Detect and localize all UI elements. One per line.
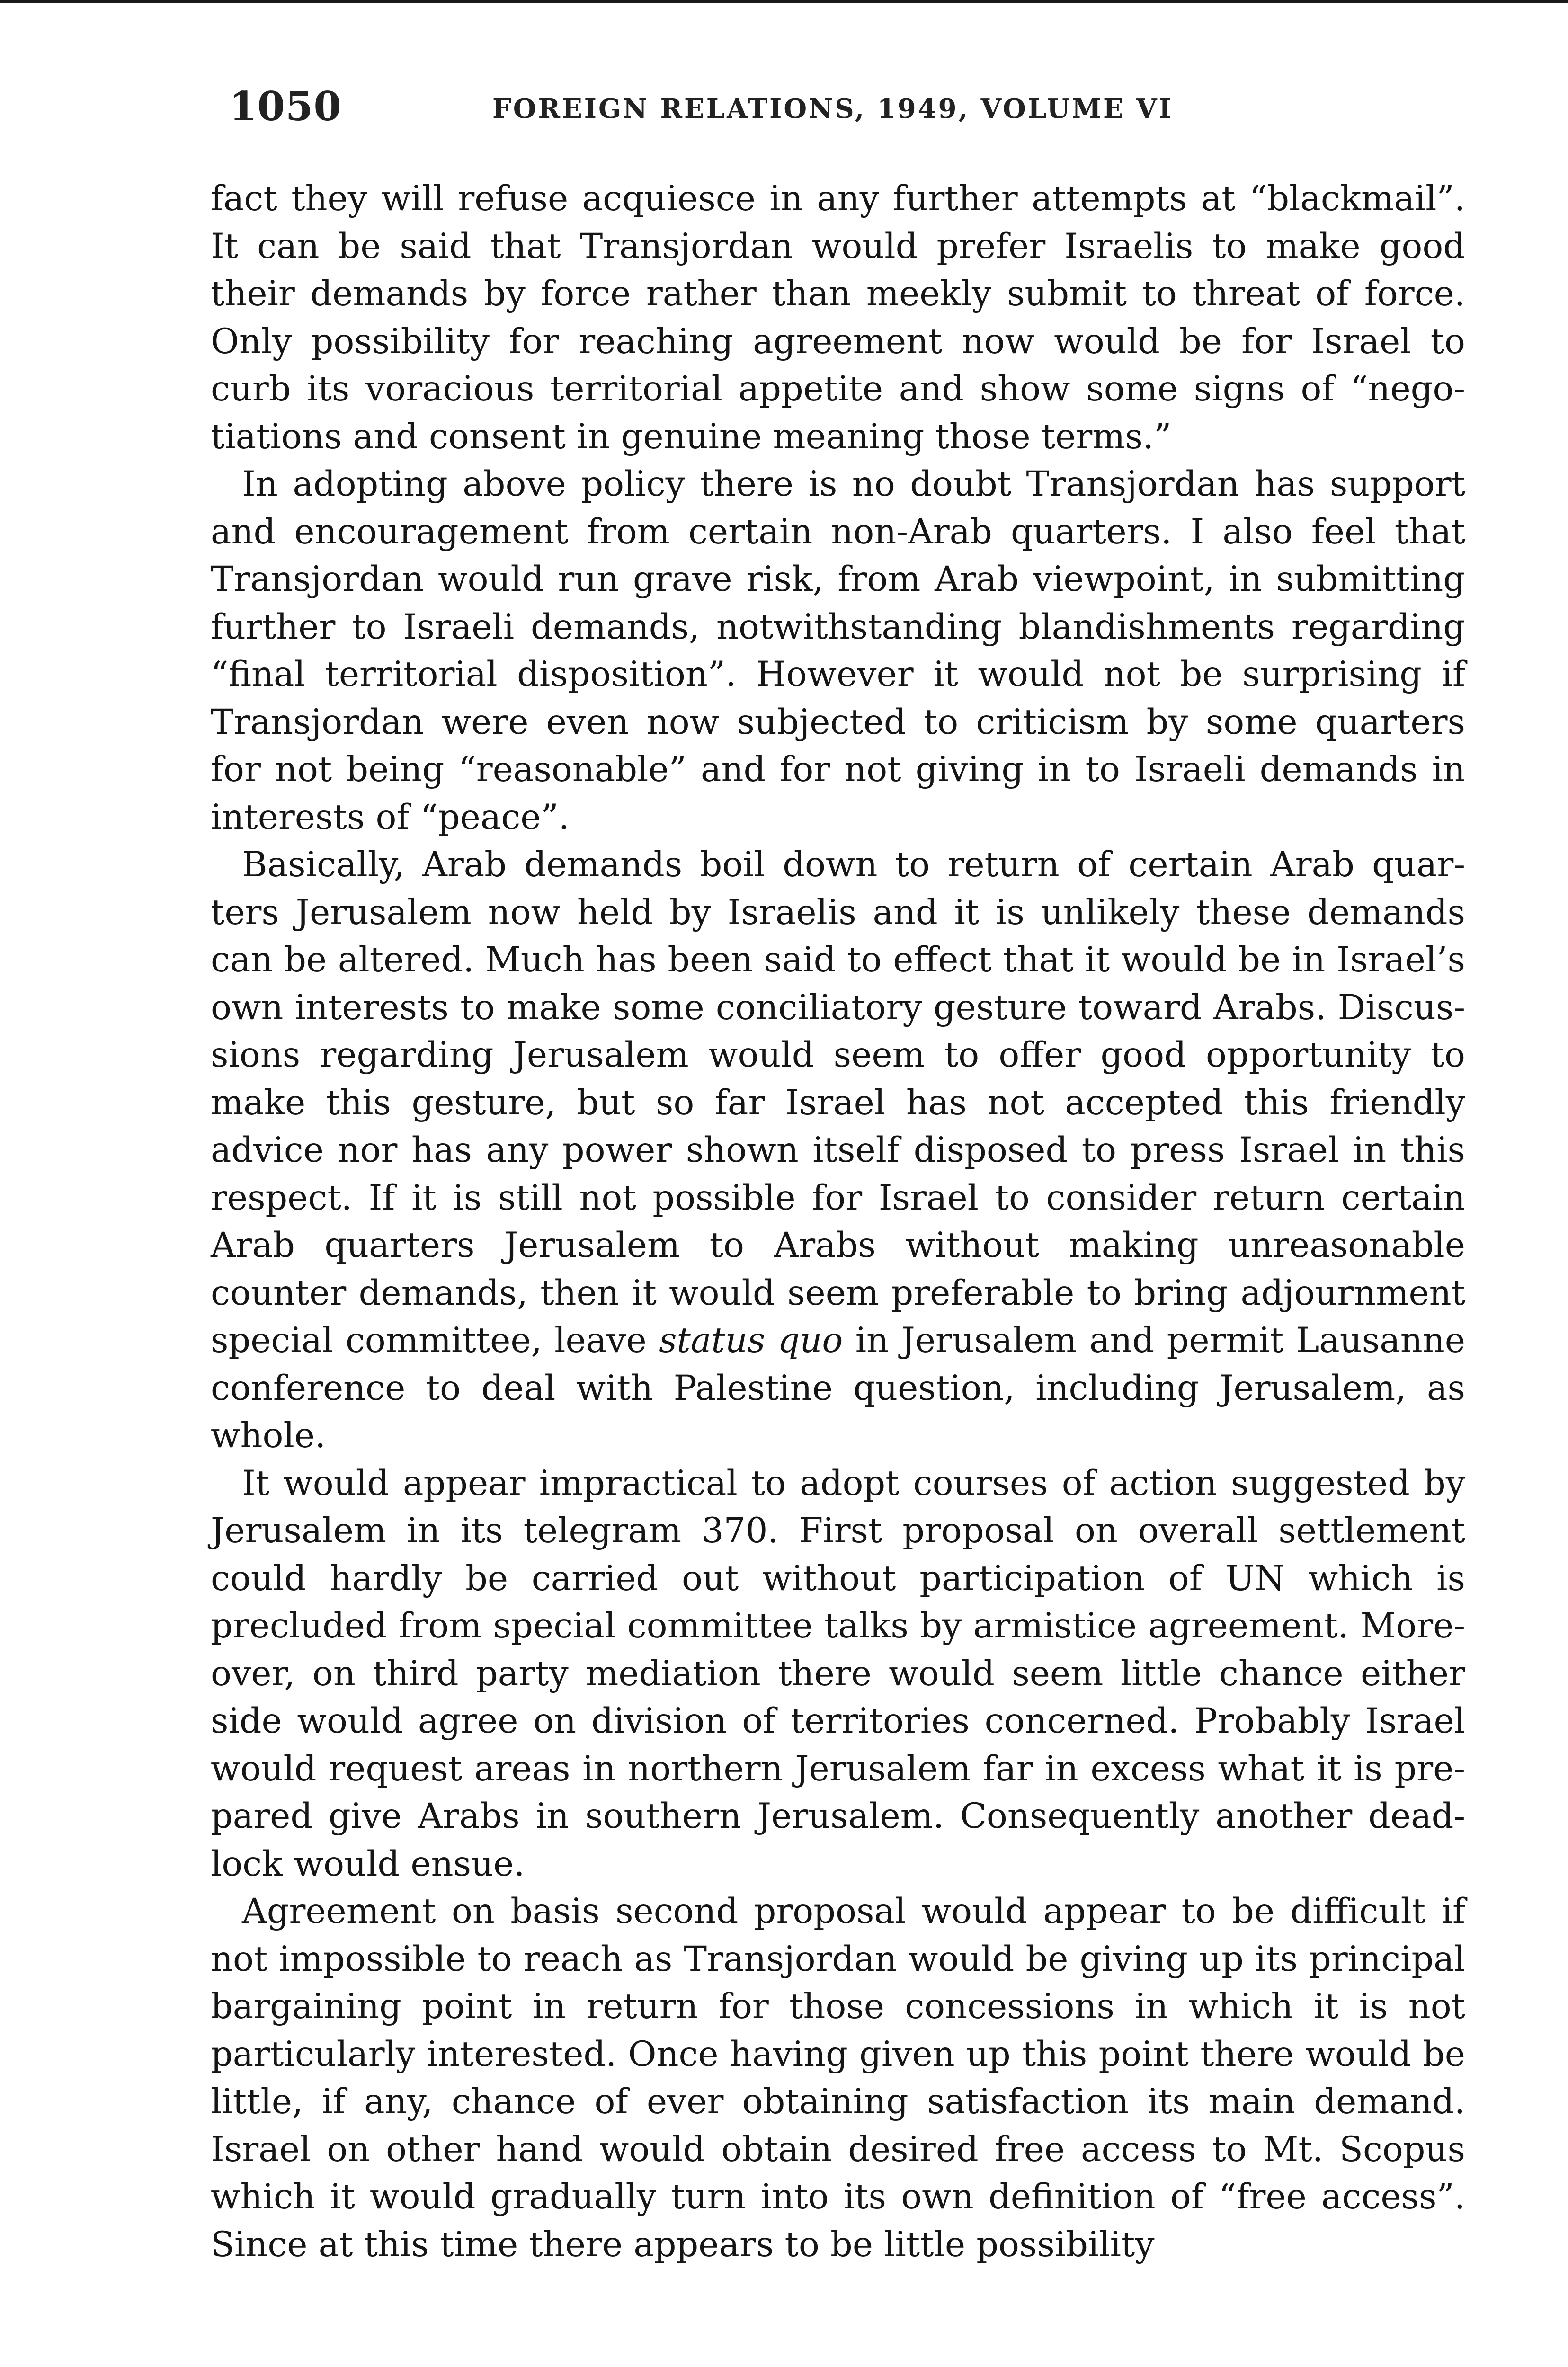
paragraph-3-text-after: in Jerusalem and permit Lausanne conference to deal with Palestine question, including Jerusalem, as whole. xyxy=(211,1320,1465,1456)
page-number: 1050 xyxy=(229,83,342,130)
paragraph-5: Agreement on basis second proposal would appear to be difficult if not impossible to reach as Transjordan would be giving up its principal bargaining point in return for those concessions in which it is not particularly interested. Once having given up this point there would be little, if any, chance of ever obtaining satisfaction its main demand. Israel on other hand would obtain desired free access to Mt. Scopus which it would gradually turn into its own definition of “free access”. Since at this time there appears to be little possibility xyxy=(211,1891,1465,2265)
paragraph-3-text-before: Basically, Arab demands boil down to return of certain Arab quar-ters Jerusalem now held by Israelis and it is unlikely these demands can be altered. Much has been said to effect that it would be in Israel’s own interests to make some conciliatory gesture toward Arabs. Discus-sions regarding Jerusalem would seem to offer good opportunity to make this gesture, but so far Israel has not accepted this friendly advice nor has any power shown itself disposed to press Israel in this respect. If it is still not possible for Israel to consider return certain Arab quarters Jerusalem to Arabs without making unreasonable counter demands, then it would seem preferable to bring adjournment special committee, leave xyxy=(211,845,1465,1361)
document-body xyxy=(211,175,1465,2269)
paragraph-3 xyxy=(211,841,1465,1460)
paragraph-3-italic-phrase: status quo xyxy=(659,1320,843,1361)
running-title: FOREIGN RELATIONS, 1949, VOLUME VI xyxy=(492,93,1173,125)
running-header xyxy=(229,83,1238,135)
paragraph-1: fact they will refuse acquiesce in any further attempts at “blackmail”. It can be said that Transjordan would prefer Israelis to make good their demands by force rather than meekly submit to threat of force. Only possibility for reaching agreement now would be for Israel to curb its voracious territorial appetite and show some signs of “nego-tiations and consent in genuine meaning those terms.” xyxy=(211,178,1465,457)
paragraph-2: In adopting above policy there is no doubt Transjordan has support and encouragement from certain non-Arab quarters. I also feel that Transjordan would run grave risk, from Arab viewpoint, in submitting further to Israeli demands, notwithstanding blandishments regarding “final territorial disposition”. However it would not be surprising if Transjordan were even now subjected to criticism by some quarters for not being “reasonable” and for not giving in to Israeli demands in interests of “peace”. xyxy=(211,464,1465,837)
top-border-rule xyxy=(0,0,1568,3)
paragraph-4: It would appear impractical to adopt courses of action suggested by Jerusalem in its telegram 370. First proposal on overall settlement could hardly be carried out without participation of UN which is precluded from special committee talks by armistice agreement. More-over, on third party mediation there would seem little chance either side would agree on division of territories concerned. Probably Israel would request areas in northern Jerusalem far in excess what it is pre-pared give Arabs in southern Jerusalem. Consequently another dead-lock would ensue. xyxy=(211,1463,1465,1884)
